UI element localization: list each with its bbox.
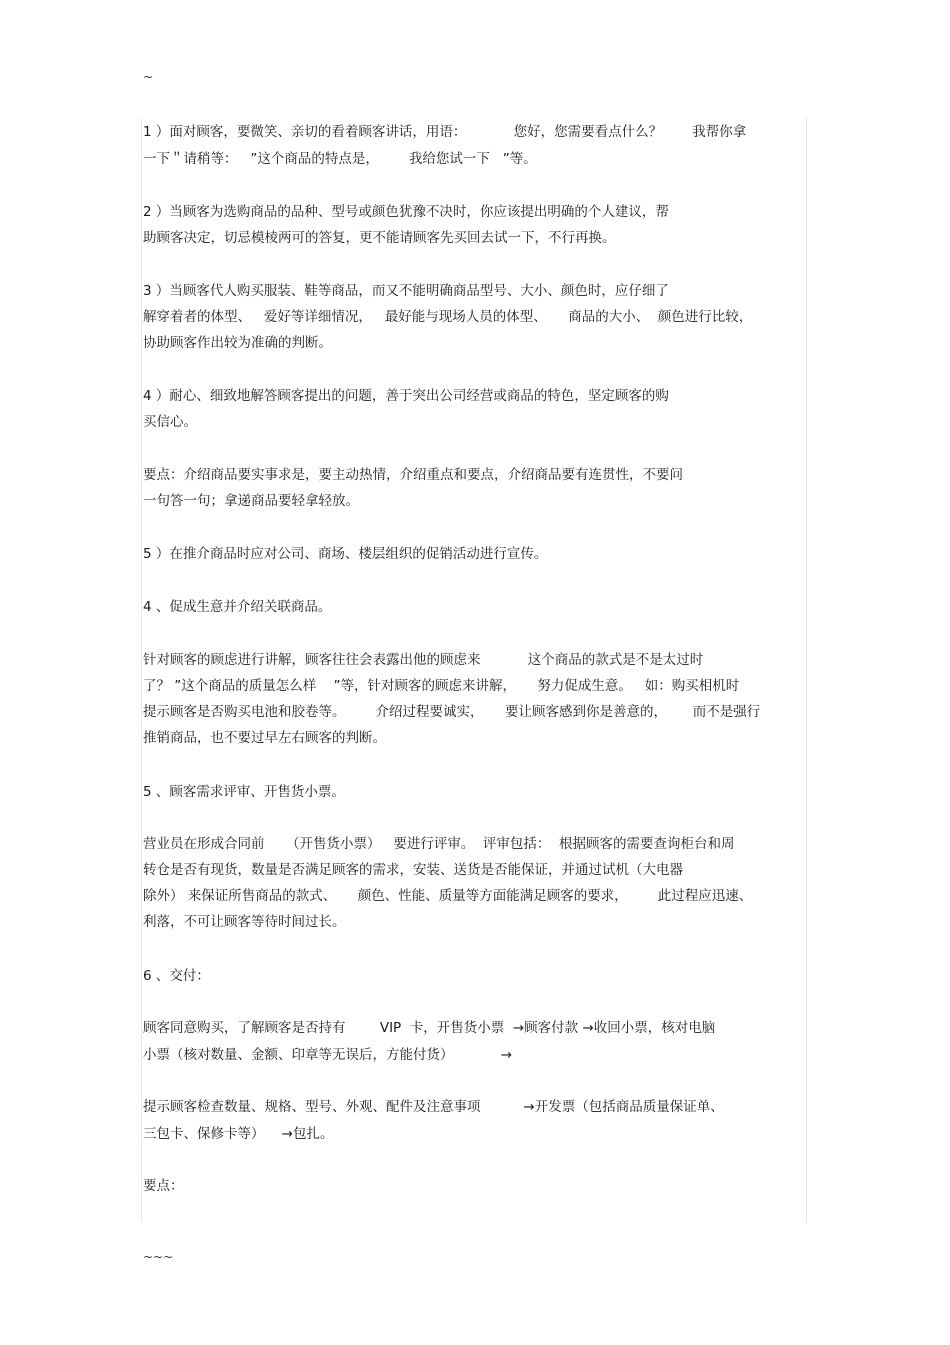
text-line: 推销商品，也不要过早左右顾客的判断。 (143, 730, 386, 746)
text-line: 提示顾客是否购买电池和胶卷等。 介绍过程要诚实， 要让顾客感到你是善意的， 而不是强行 (143, 704, 761, 720)
text-line: 小票（核对数量、金额、印章等无误后，方能付货） → (143, 1047, 513, 1063)
right-margin-rule (806, 118, 807, 1222)
text-line: 提示顾客检查数量、规格、型号、外观、配件及注意事项 →开发票（包括商品质量保证单、 (143, 1099, 724, 1115)
text-line: 除外） 来保证所售商品的款式、 颜色、性能、质量等方面能满足顾客的要求， 此过程应迅速、 (143, 888, 753, 904)
text-line: 顾客同意购买，了解顾客是否持有 VIP 卡，开售货小票 →顾客付款 →收回小票，核对电脑 (143, 1020, 716, 1036)
text-line: 5 ）在推介商品时应对公司、商场、楼层组织的促销活动进行宣传。 (143, 546, 548, 562)
text-line: 1 ）面对顾客，要微笑、亲切的看着顾客讲话，用语： 您好，您需要看点什么？ 我帮你拿 (143, 124, 747, 140)
text-line: 一句答一句；拿递商品要轻拿轻放。 (143, 493, 359, 509)
text-line: 助顾客决定，切忌模棱两可的答复，更不能请顾客先买回去试一下，不行再换。 (143, 230, 616, 246)
text-line: 要点： (143, 1178, 184, 1194)
bottom-marker: ~~~ (143, 1250, 174, 1264)
text-line: 2 ）当顾客为选购商品的品种、型号或颜色犹豫不决时，你应该提出明确的个人建议，帮 (143, 204, 669, 220)
text-line: 4 ）耐心、细致地解答顾客提出的问题，善于突出公司经营或商品的特色，坚定顾客的购 (143, 388, 669, 404)
text-line: 营业员在形成合同前 （开售货小票） 要进行评审。 评审包括： 根据顾客的需要查询柜台和周 (143, 836, 735, 852)
text-line: 三包卡、保修卡等） →包扎。 (143, 1126, 334, 1142)
text-line: 一下＂请稍等： ”这个商品的特点是， 我给您试一下 ”等。 (143, 151, 537, 167)
text-line: 协助顾客作出较为准确的判断。 (143, 335, 332, 351)
text-line: 了？ ”这个商品的质量怎么样 ”等，针对顾客的顾虑来讲解， 努力促成生意。 如：购买相机时 (143, 678, 740, 694)
text-line: 4 、促成生意并介绍关联商品。 (143, 599, 332, 615)
text-line: 要点：介绍商品要实事求是，要主动热情，介绍重点和要点，介绍商品要有连贯性，不要问 (143, 467, 683, 483)
text-line: 6 、交付： (143, 968, 210, 984)
left-margin-rule (141, 118, 142, 1222)
top-marker: ~ (143, 70, 154, 84)
text-line: 解穿着者的体型、 爱好等详细情况， 最好能与现场人员的体型、 商品的大小、 颜色进行比较， (143, 309, 753, 325)
text-line: 针对顾客的顾虑进行讲解，顾客往往会表露出他的顾虑来 这个商品的款式是不是太过时 (143, 652, 704, 668)
text-line: 买信心。 (143, 414, 197, 430)
text-line: 5 、顾客需求评审、开售货小票。 (143, 784, 345, 800)
text-line: 转仓是否有现货，数量是否满足顾客的需求，安装、送货是否能保证，并通过试机（大电器 (143, 862, 683, 878)
text-line: 利落，不可让顾客等待时间过长。 (143, 914, 346, 930)
text-line: 3 ）当顾客代人购买服装、鞋等商品，而又不能明确商品型号、大小、颜色时，应仔细了 (143, 283, 669, 299)
